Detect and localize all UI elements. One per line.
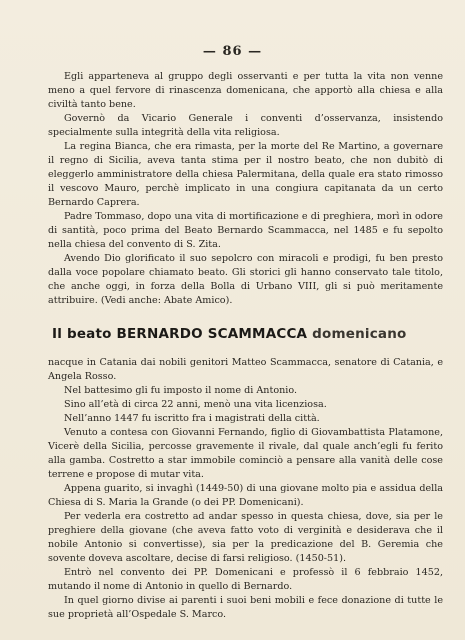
paragraph: In quel giorno divise ai parenti i suoi beni mobili e fece donazione di tutte le sue proprietà all’Ospedale S. Marco. — [48, 595, 443, 620]
section-body — [48, 356, 443, 622]
paragraph: Appena guarito, si invaghì (1449-50) di una giovane molto pia e assidua della Chiesa di S. Maria la Grande (o dei PP. Domenicani). — [48, 483, 443, 508]
section-title-name: BERNARDO SCAMMACCA — [116, 326, 308, 342]
paragraph: nacque in Catania dai nobili genitori Matteo Scammacca, senatore di Catania, e Angela Rosso. — [48, 357, 443, 382]
paragraph: Nell’anno 1447 fu iscritto fra i magistrati della città. — [64, 413, 320, 424]
paragraph: Avendo Dio glorificato il suo sepolcro con miracoli e prodigi, fu ben presto dalla voce popolare chiamato beato. Gli storici gli hanno conservato tale titolo, che anche oggi, in forza della Bolla di Urbano VIII, gli si può meritamente attribuire. (Vedi anche: Abate Amico). — [48, 253, 443, 306]
page-content — [48, 70, 443, 622]
section-title-suffix: domenicano — [307, 326, 407, 342]
paragraph: Sino all’età di circa 22 anni, menò una vita licenziosa. — [64, 399, 327, 410]
page-number: — 86 — — [202, 44, 263, 59]
section-title-prefix: Il beato — [52, 326, 117, 342]
paragraph: Nel battesimo gli fu imposto il nome di Antonio. — [64, 385, 298, 396]
paragraph: Governò da Vicario Generale i conventi d’osservanza, insistendo specialmente sulla integrità della vita religiosa. — [48, 113, 443, 138]
paragraph: Per vederla era costretto ad andar spesso in questa chiesa, dove, sia per le preghiere della giovane (che aveva fatto voto di verginità e desiderava che il nobile Antonio si convertisse), sia per la predicazione del B. Geremia che sovente doveva ascoltare, decise di farsi religioso. (1450-51). — [48, 511, 443, 564]
paragraph: Padre Tommaso, dopo una vita di mortificazione e di preghiera, morì in odore di santità, poco prima del Beato Bernardo Scammacca, nel 1485 e fu sepolto nella chiesa del convento di S. Zita. — [48, 211, 443, 250]
paragraph: Egli apparteneva al gruppo degli osservanti e per tutta la vita non venne meno a quel fervore di rinascenza domenicana, che apportò alla chiesa e alla civiltà tanto bene. — [48, 71, 443, 110]
paragraph: Entrò nel convento dei PP. Domenicani e professò il 6 febbraio 1452, mutando il nome di Antonio in quello di Bernardo. — [48, 567, 443, 592]
section-title — [48, 326, 443, 342]
paragraph: La regina Bianca, che era rimasta, per la morte del Re Martino, a governare il regno di Sicilia, aveva tanta stima per il nostro beato, che non dubitò di eleggerlo amministratore della chiesa Palermitana, della quale era stato rimosso il vescovo Mauro, perchè implicato in una congiura capitanata da un certo Bernardo Caprera. — [48, 141, 443, 208]
paragraph: Venuto a contesa con Giovanni Fernando, figlio di Giovambattista Platamone, Vicerè della Sicilia, percosse gravemente il rivale, dal quale anch’egli fu ferito alla gamba. Costretto a star immobile cominciò a pensare alla vanità delle cose terrene e propose di mutar vita. — [48, 427, 443, 480]
